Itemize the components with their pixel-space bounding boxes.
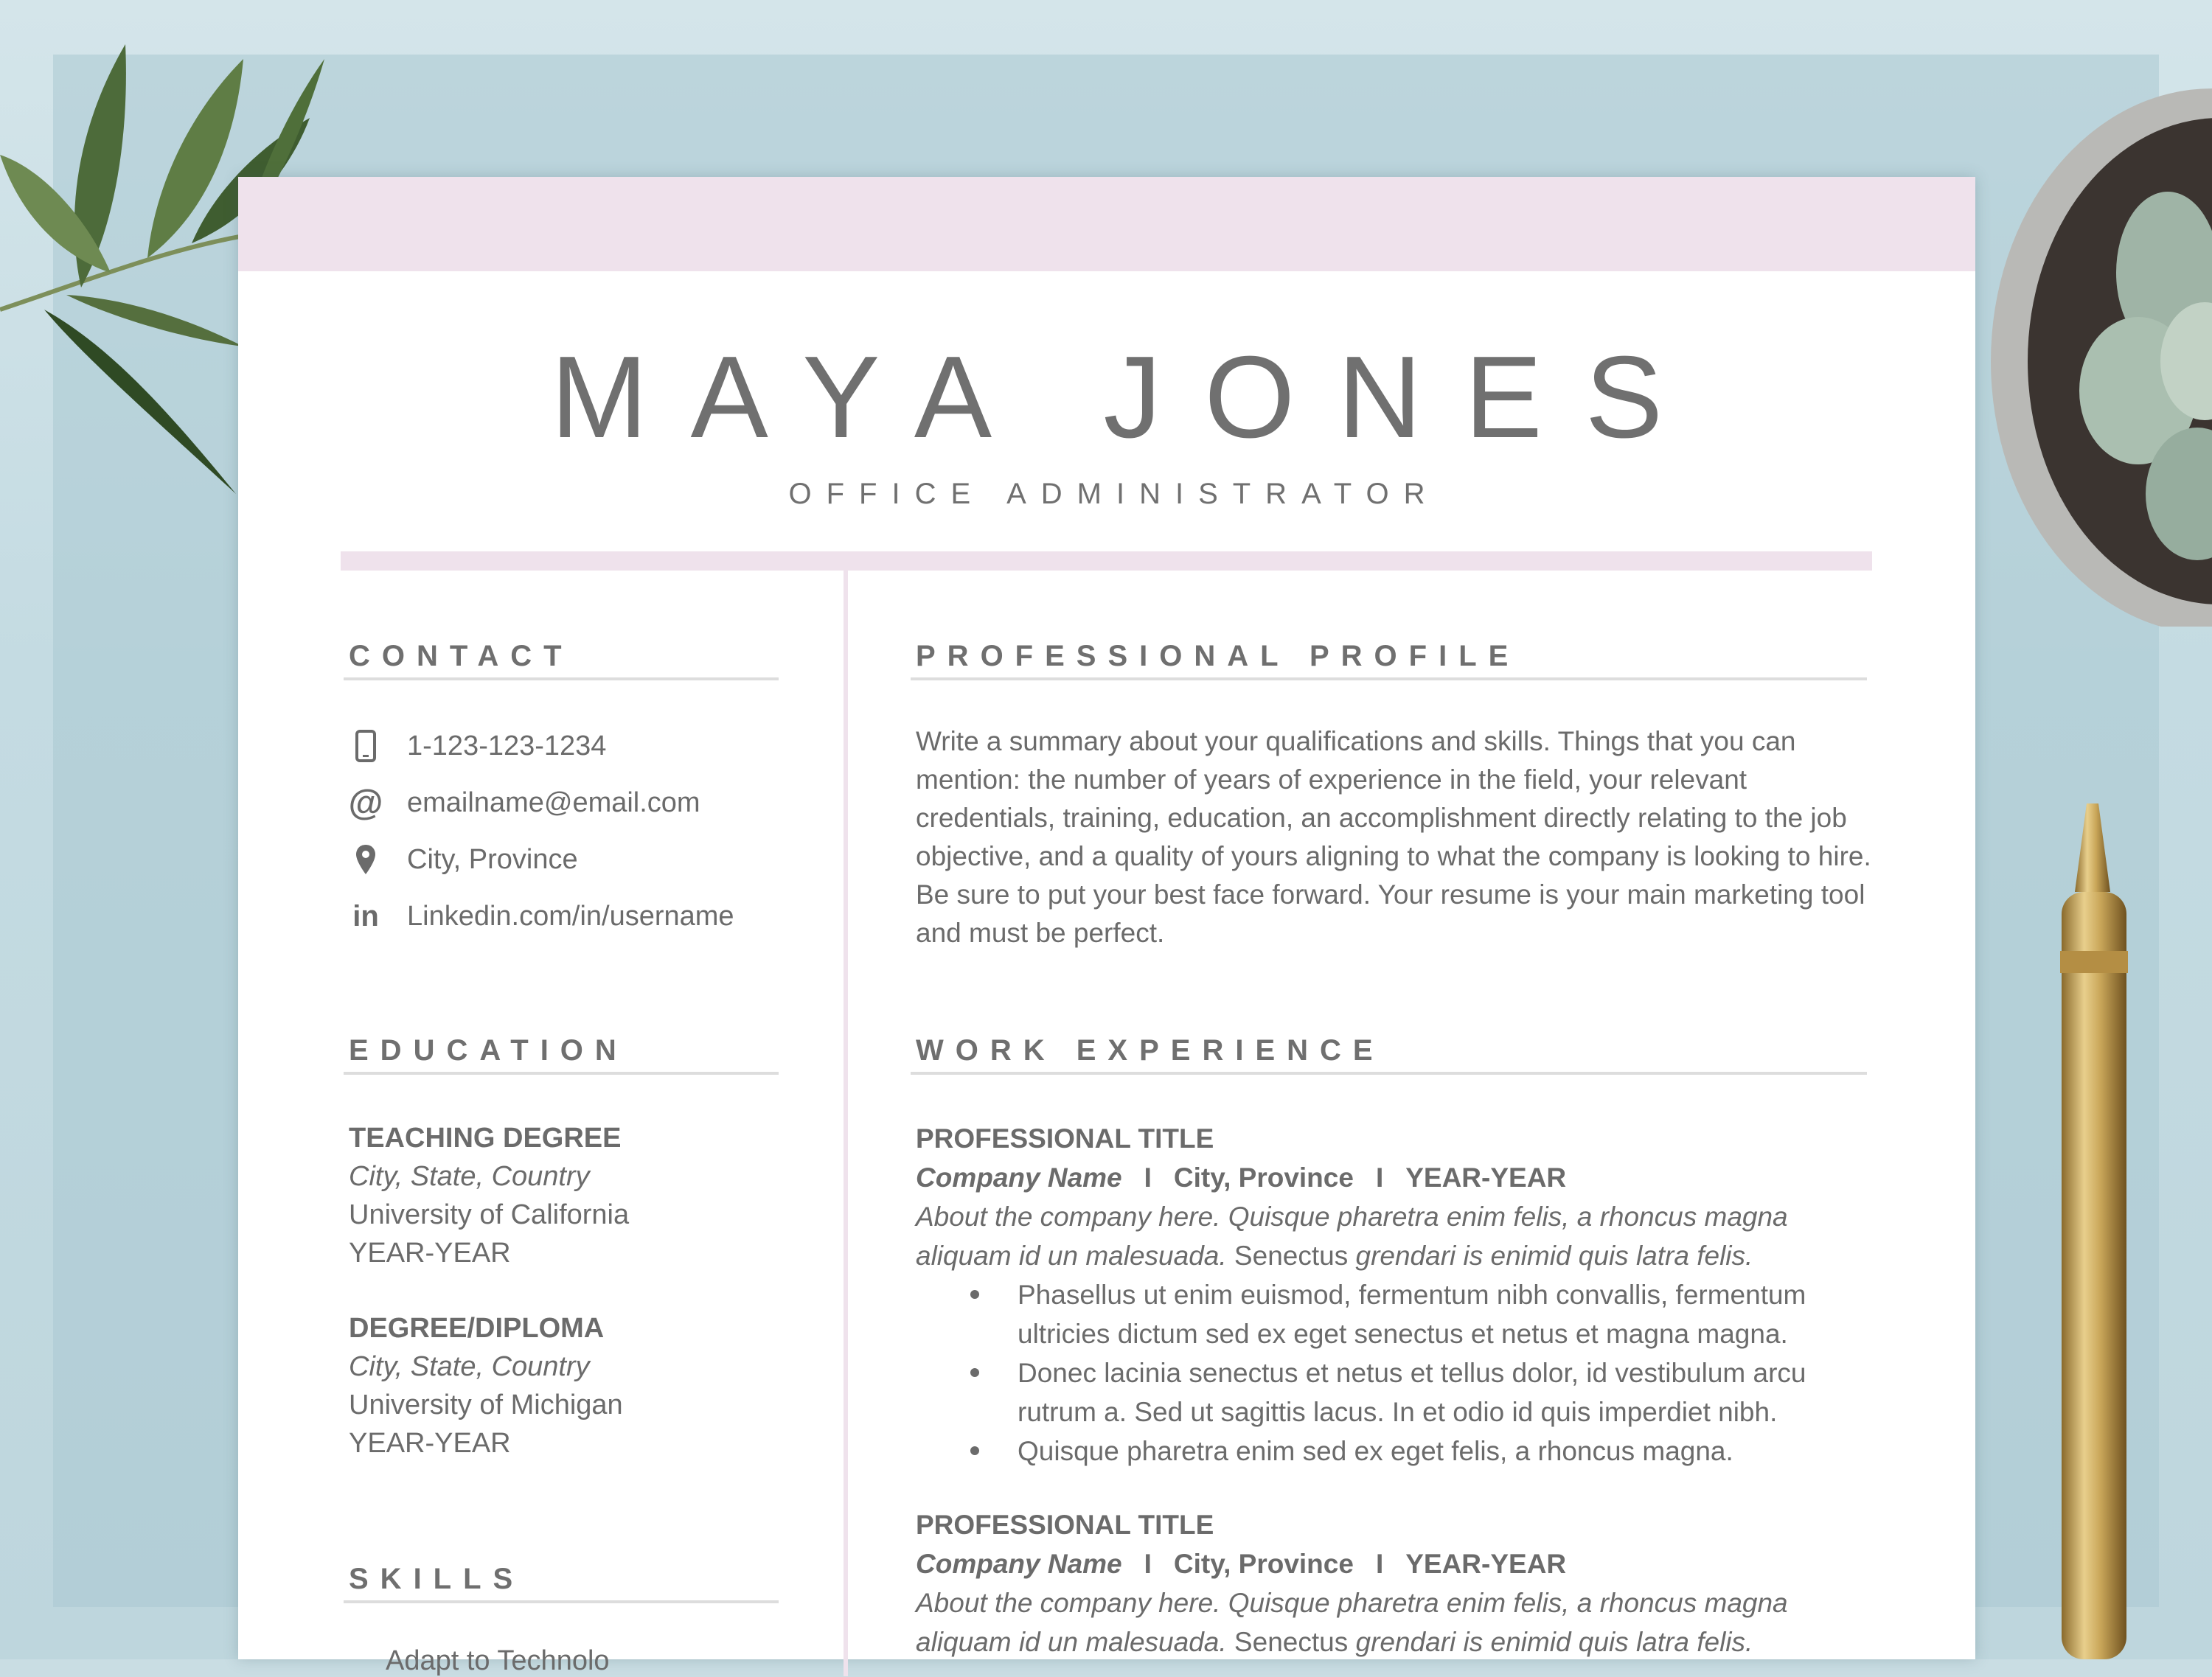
job-bullet <box>1018 1432 1874 1471</box>
about-plain: Senectus <box>1226 1241 1356 1271</box>
bullet-dot <box>970 1368 979 1377</box>
resume-page <box>238 177 1975 1676</box>
job-entry <box>916 1119 1874 1471</box>
bullet-text: Quisque pharetra enim sed ex eget felis, a rhoncus magna. <box>1018 1436 1733 1466</box>
phone-text: 1-123-123-1234 <box>407 730 607 761</box>
profile-heading: PROFESSIONAL PROFILE <box>916 640 1520 672</box>
bullet-dot <box>970 1290 979 1299</box>
work-rule <box>911 1072 1867 1075</box>
bullet-text: Donec lacinia senectus et netus et tellus dolor, id vestibulum arcu rutrum a. Sed ut sagittis lacus. In et odio id quis imperdiet nibh. <box>1018 1358 1806 1427</box>
contact-location <box>347 840 578 879</box>
profile-summary: Write a summary about your qualifications and skills. Things that you can mention: the number of years of experience in the field, your relevant credentials, training, education, an accomplishment directly relating to the job objective, and a quality of yours aligning to what the company is looking to hire. Be sure to put your best face forward. Your resume is your main marketing tool and must be perfect. <box>916 726 1871 948</box>
job-location: City, Province <box>1173 1549 1354 1579</box>
candidate-title: OFFICE ADMINISTRATOR <box>788 478 1440 510</box>
bullet-text: Phasellus ut enim euismod, fermentum nibh convallis, fermentum ultricies dictum sed ex eget senectus et netus et magna magna. <box>1018 1280 1806 1349</box>
degree-location: City, State, Country <box>349 1161 590 1192</box>
education-heading: EDUCATION <box>349 1034 628 1067</box>
skills-rule <box>344 1600 779 1603</box>
linkedin-icon: in <box>352 899 379 932</box>
about-italic: About the company here. Quisque pharetra enim felis, a rhoncus magna aliquam id un malesuada. <box>916 1202 1788 1271</box>
job-bullets <box>916 1275 1874 1471</box>
gold-pen-decoration <box>2013 803 2175 1659</box>
company-name: Company Name <box>916 1162 1122 1193</box>
company-name: Company Name <box>916 1549 1122 1579</box>
contact-heading: CONTACT <box>349 640 574 672</box>
degree-name: TEACHING DEGREE <box>349 1123 622 1154</box>
work-heading: WORK EXPERIENCE <box>916 1034 1385 1067</box>
school-name: University of California <box>349 1199 630 1230</box>
at-sign-icon: @ <box>348 783 383 823</box>
separator: I <box>1144 1162 1152 1193</box>
linkedin-text: Linkedin.com/in/username <box>407 900 734 932</box>
header-accent-band <box>238 177 1975 271</box>
about-plain: Senectus <box>1226 1627 1356 1657</box>
job-title: PROFESSIONAL TITLE <box>916 1510 1214 1540</box>
job-years: YEAR-YEAR <box>1405 1162 1567 1193</box>
company-description <box>916 1197 1874 1275</box>
location-text: City, Province <box>407 843 578 875</box>
education-entry <box>349 1119 629 1272</box>
job-location: City, Province <box>1173 1162 1354 1193</box>
education-entry <box>349 1309 623 1462</box>
location-pin-icon <box>347 840 385 879</box>
job-company-line <box>916 1158 1874 1197</box>
job-company-line <box>916 1544 1874 1583</box>
phone-icon <box>347 727 385 765</box>
degree-years: YEAR-YEAR <box>349 1428 511 1459</box>
school-name: University of Michigan <box>349 1390 623 1420</box>
email-text: emailname@email.com <box>407 787 700 818</box>
profile-rule <box>911 677 1867 680</box>
degree-years: YEAR-YEAR <box>349 1238 511 1269</box>
job-title: PROFESSIONAL TITLE <box>916 1123 1214 1154</box>
contact-phone <box>347 727 606 765</box>
degree-name: DEGREE/DIPLOMA <box>349 1313 605 1344</box>
separator: I <box>1144 1549 1152 1579</box>
contact-rule <box>344 677 779 680</box>
separator: I <box>1375 1162 1384 1193</box>
header-divider <box>341 551 1872 571</box>
about-italic: About the company here. Quisque pharetra enim felis, a rhoncus magna aliquam id un malesuada. <box>916 1588 1788 1657</box>
separator: I <box>1375 1549 1384 1579</box>
job-bullet <box>1018 1275 1874 1353</box>
job-bullet <box>1018 1353 1874 1432</box>
column-divider <box>844 571 848 1676</box>
skill-item: Adapt to Technolo <box>386 1645 610 1676</box>
job-years: YEAR-YEAR <box>1405 1549 1567 1579</box>
degree-location: City, State, Country <box>349 1351 590 1382</box>
candidate-name: MAYA JONES <box>550 332 1706 462</box>
about-italic-2: grendari is enimid quis latra felis. <box>1355 1627 1753 1657</box>
about-italic-2: grendari is enimid quis latra felis. <box>1355 1241 1753 1271</box>
skills-heading: SKILLS <box>349 1563 525 1595</box>
company-description <box>916 1583 1874 1662</box>
bullet-dot <box>970 1446 979 1455</box>
education-rule <box>344 1072 779 1075</box>
contact-linkedin <box>347 897 734 935</box>
job-entry <box>916 1505 1874 1662</box>
succulent-pot-decoration <box>1991 81 2212 627</box>
contact-email <box>347 784 700 822</box>
